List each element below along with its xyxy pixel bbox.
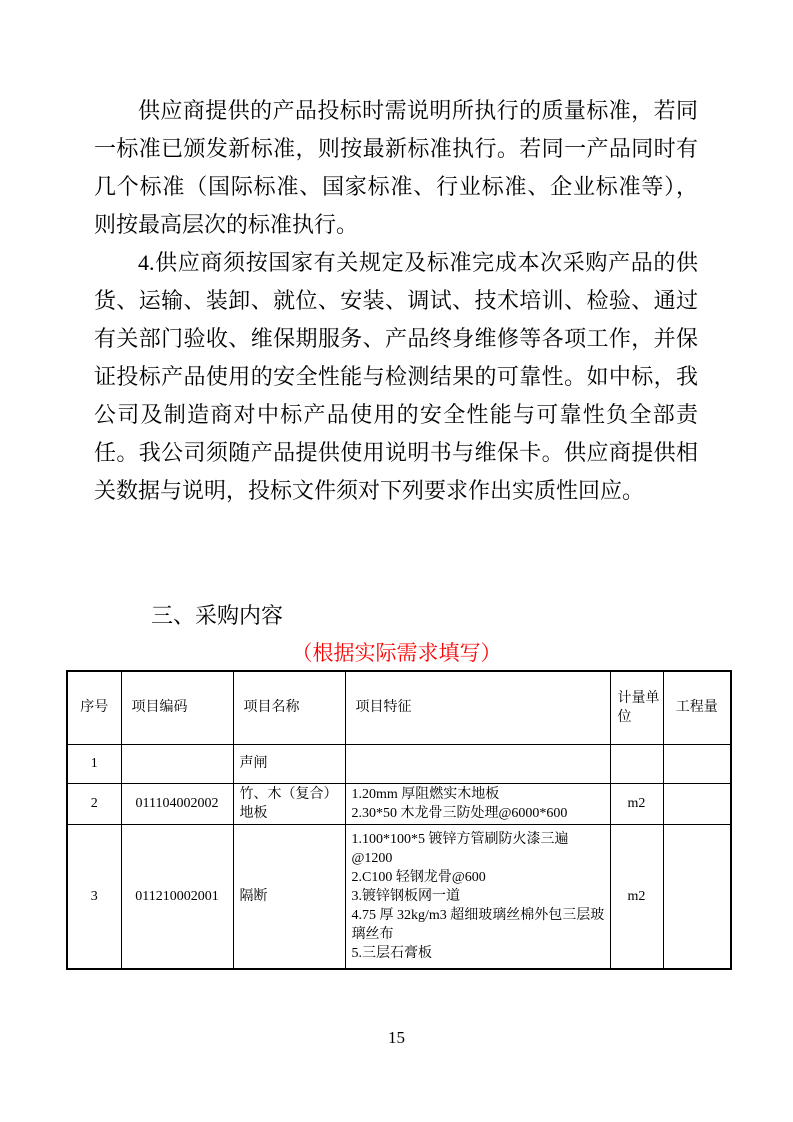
- col-header-feature: 项目特征: [345, 671, 610, 744]
- cell-seq: 2: [67, 783, 121, 824]
- procurement-table: [66, 670, 732, 970]
- col-header-code: 项目编码: [121, 671, 233, 744]
- cell-quantity: [663, 824, 731, 969]
- cell-unit: m2: [610, 824, 663, 969]
- page-number: 15: [388, 1028, 405, 1047]
- cell-code: 011104002002: [121, 783, 233, 824]
- cell-code: 011210002001: [121, 824, 233, 969]
- cell-feature: [345, 783, 610, 824]
- feature-line: 2.C100 轻钢龙骨@600: [351, 869, 486, 885]
- cell-name: 竹、木（复合）地板: [233, 783, 345, 824]
- feature-line: 4.75 厚 32kg/m3 超细玻璃丝棉外包三层玻璃丝布: [351, 907, 605, 942]
- cell-code: [121, 744, 233, 783]
- cell-feature: [345, 824, 610, 969]
- feature-line: 1.20mm 厚阻燃实木地板: [351, 786, 500, 802]
- section-heading: 三、采购内容: [151, 603, 284, 628]
- table-header-row: [67, 671, 731, 744]
- col-header-unit: 计量单位: [610, 671, 663, 744]
- col-header-quantity: 工程量: [663, 671, 731, 744]
- col-header-seq: 序号: [67, 671, 121, 744]
- cell-name: 声闸: [233, 744, 345, 783]
- paragraph-clause-4: 4.供应商须按国家有关规定及标准完成本次采购产品的供货、运输、装卸、就位、安装、调试、技术培训、检验、通过有关部门验收、维保期服务、产品终身维修等各项工作，并保证投标产品使用的安全性能与检测结果的可靠性。如中标，我公司及制造商对中标产品使用的安全性能与可靠性负全部责任。我公司须随产品提供使用说明书与维保卡。供应商提供相关数据与说明，投标文件须对下列要求作出实质性回应。: [94, 250, 698, 503]
- cell-seq: 3: [67, 824, 121, 969]
- feature-line: 5.三层石膏板: [351, 945, 432, 961]
- table-row: [67, 744, 731, 783]
- cell-quantity: [663, 783, 731, 824]
- cell-unit: [610, 744, 663, 783]
- feature-line: 1.100*100*5 镀锌方管刷防火漆三遍@1200: [351, 831, 569, 866]
- table-row: [67, 824, 731, 969]
- cell-quantity: [663, 744, 731, 783]
- body-text-block: [94, 92, 698, 510]
- feature-line: 3.镀锌钢板网一道: [351, 888, 460, 904]
- col-header-name: 项目名称: [233, 671, 345, 744]
- cell-unit: m2: [610, 783, 663, 824]
- red-note: （根据实际需求填写）: [291, 641, 502, 665]
- cell-seq: 1: [67, 744, 121, 783]
- feature-line: 2.30*50 木龙骨三防处理@6000*600: [351, 805, 568, 821]
- cell-feature: [345, 744, 610, 783]
- paragraph-quality-standard: 供应商提供的产品投标时需说明所执行的质量标准，若同一标准已颁发新标准，则按最新标准执行。若同一产品同时有几个标准（国际标准、国家标准、行业标准、企业标准等），则按最高层次的标准执行。: [94, 98, 698, 237]
- table-row: [67, 783, 731, 824]
- cell-name: 隔断: [233, 824, 345, 969]
